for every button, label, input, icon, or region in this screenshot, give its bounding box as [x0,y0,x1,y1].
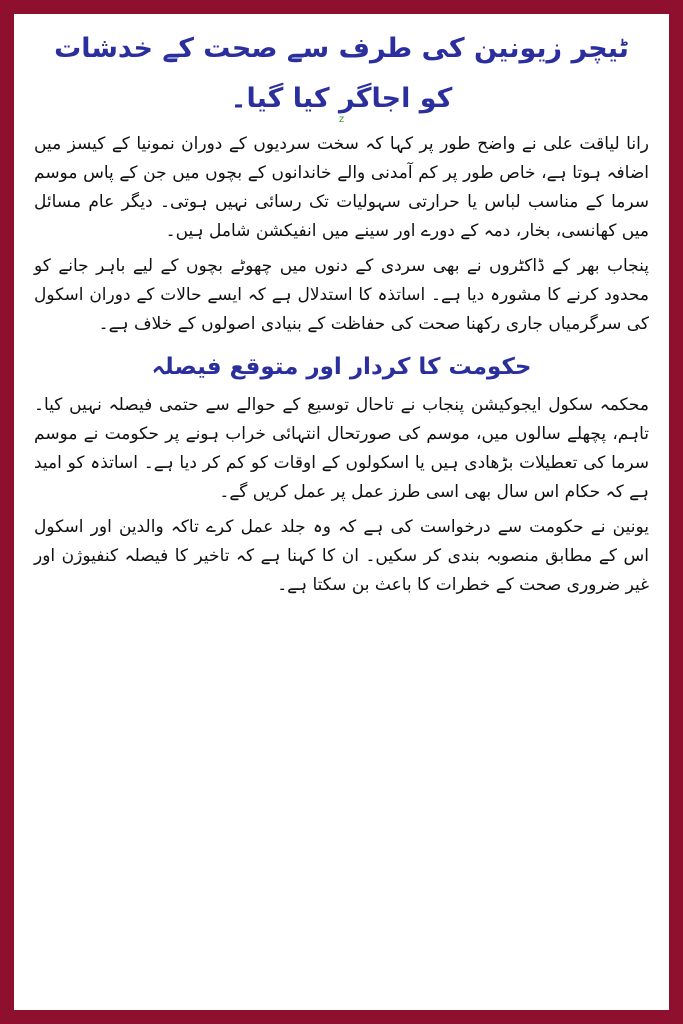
title-mark: z [338,114,345,125]
article-title: ٹیچر زیونین کی طرف سے صحت کے خدشات کو اجاگر کیا گیا۔ [54,33,629,114]
article-frame [14,14,669,1010]
paragraph: پنجاب بھر کے ڈاکٹروں نے بھی سردی کے دنوں میں چھوٹے بچوں کے لیے باہر جانے کو محدود کرنے کا مشورہ دیا ہے۔ اساتذہ کا استدلال ہے کہ ایسے حالات کے دوران اسکول کی سرگرمیاں جاری رکھنا صحت کی حفاظت کے بنیادی اصولوں کے خلاف ہے۔ [34,256,649,334]
paragraph: رانا لیاقت علی نے واضح طور پر کہا کہ سخت سردیوں کے دوران نمونیا کے کیسز میں اضافہ ہوتا ہے، خاص طور پر کم آمدنی والے خاندانوں کے بچوں میں جن کے پاس موسم سرما کے مناسب لباس یا حرارتی سہولیات تک رسائی نہیں ہوتی۔ دیگر عام مسائل میں کھانسی، بخار، دمہ کے دورے اور سینے میں انفیکشن شامل ہیں۔ [34,134,649,241]
paragraph: یونین نے حکومت سے درخواست کی ہے کہ وہ جلد عمل کرے تاکہ والدین اور اسکول اس کے مطابق منصوبہ بندی کر سکیں۔ ان کا کہنا ہے کہ تاخیر کا فیصلہ کنفیوژن اور غیر ضروری صحت کے خطرات کا باعث بن سکتا ہے۔ [34,517,649,595]
paragraph: محکمہ سکول ایجوکیشن پنجاب نے تاحال توسیع کے حوالے سے حتمی فیصلہ نہیں کیا۔ تاہم، پچھلے سالوں میں، موسم کی صورتحال انتہائی خراب ہونے پر حکومت نے موسم سرما کی تعطیلات بڑھادی ہیں یا اسکولوں کے اوقات کو کم کر دیا ہے۔ اساتذہ کو امید ہے کہ حکام اس سال بھی اسی طرز عمل پر عمل کریں گے۔ [34,395,649,502]
section-subheading: حکومت کا کردار اور متوقع فیصلہ [151,354,532,380]
